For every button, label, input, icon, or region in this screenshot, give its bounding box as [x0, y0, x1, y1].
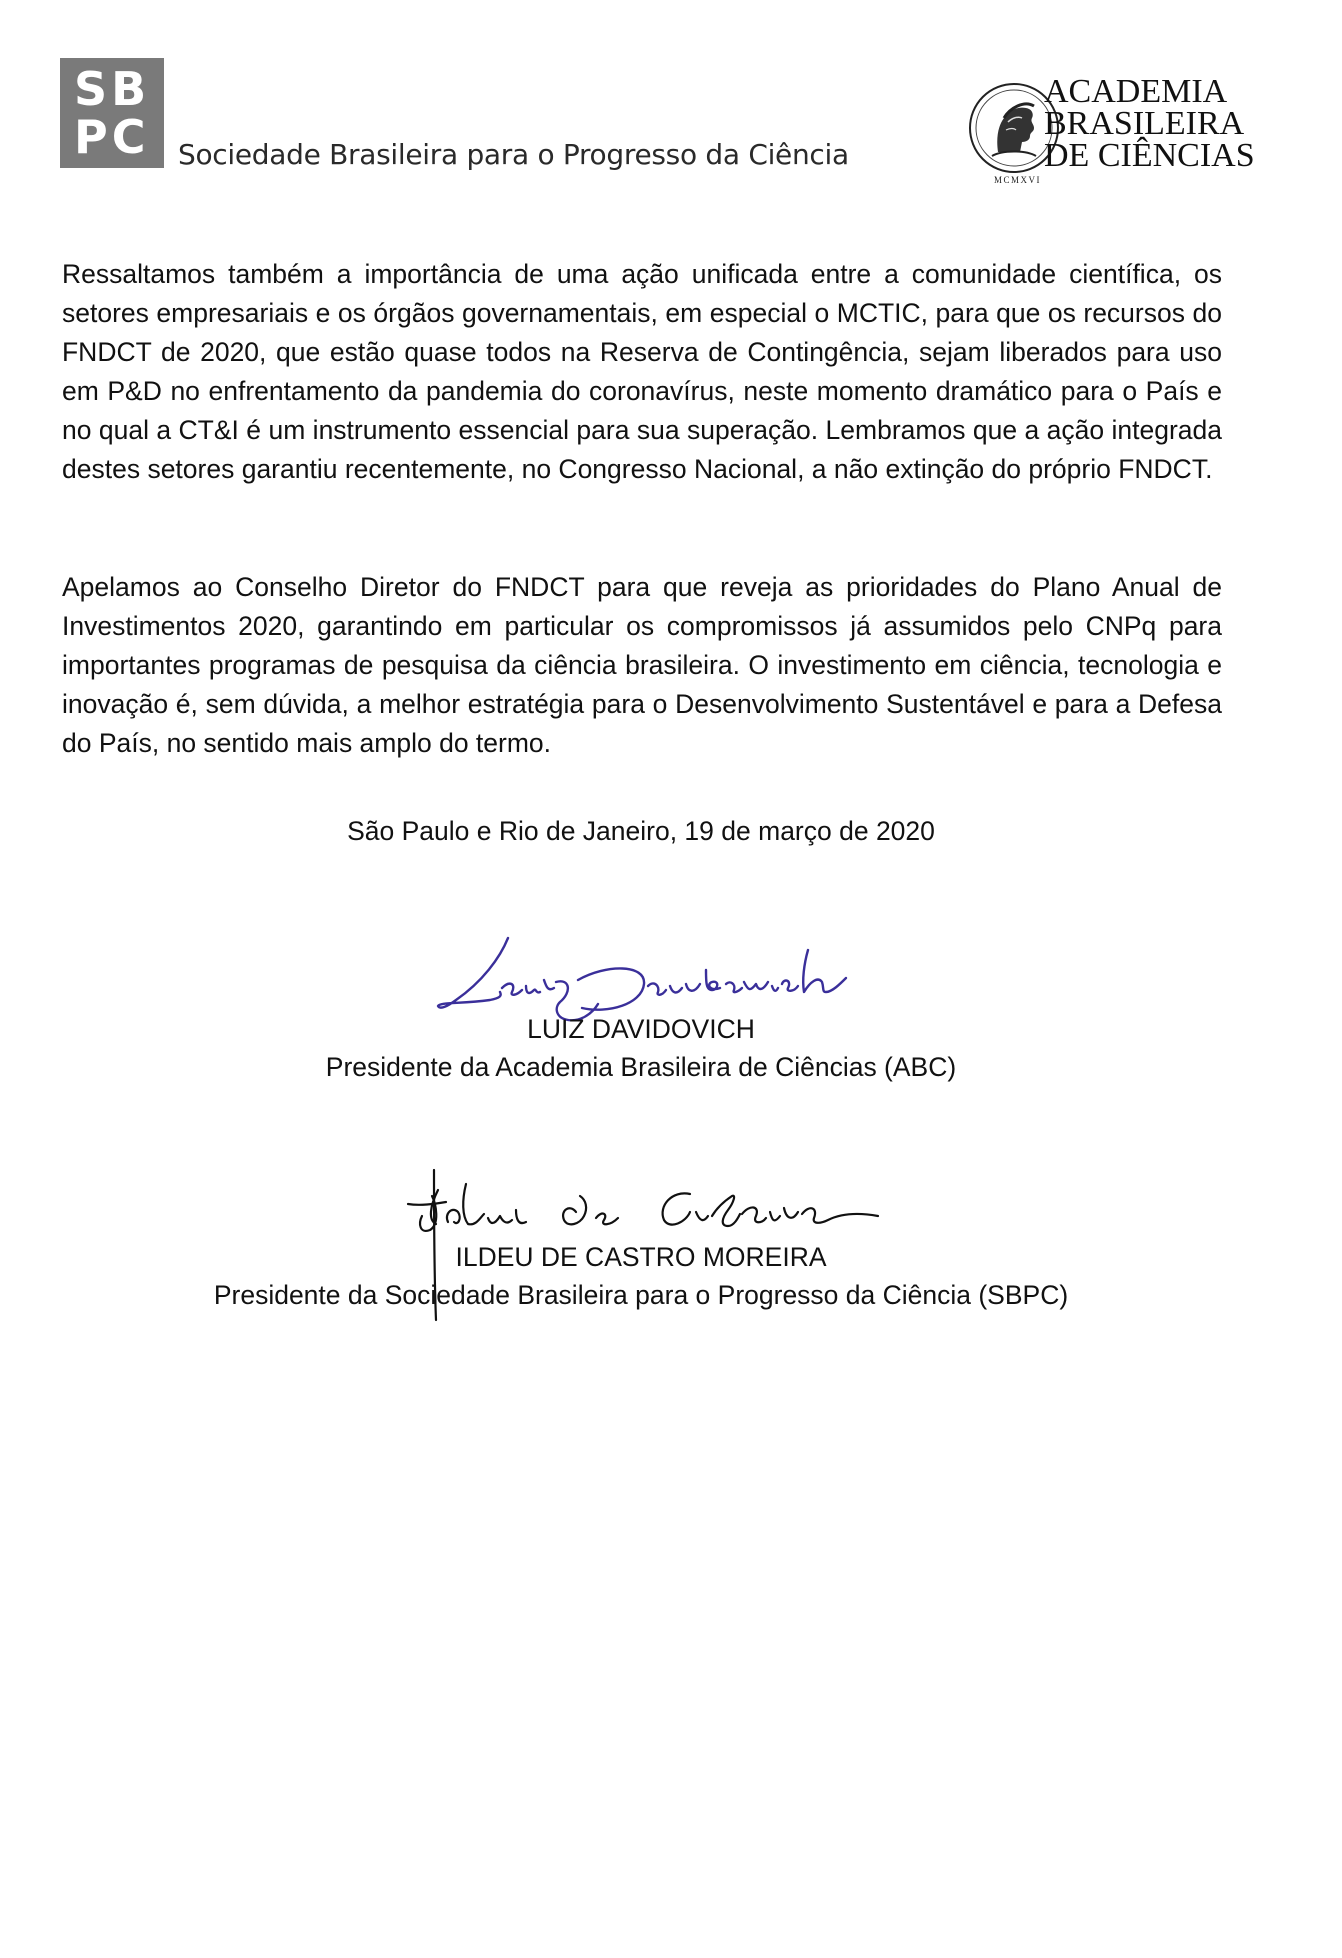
- sbpc-logo-line2: PC: [74, 110, 150, 164]
- abc-founding-year: MCMXVI: [994, 175, 1042, 185]
- abc-name-line2: BRASILEIRA: [1044, 105, 1245, 142]
- date-line: São Paulo e Rio de Janeiro, 19 de março de 2020: [347, 816, 935, 846]
- signer-2-name: ILDEU DE CASTRO MOREIRA: [455, 1242, 827, 1272]
- abc-name-line3: DE CIÊNCIAS: [1044, 137, 1255, 174]
- sbpc-logo-line1: SB: [74, 62, 151, 116]
- body-paragraph-2: Apelamos ao Conselho Diretor do FNDCT para que reveja as prioridades do Plano Anual de Investimentos 2020, garantindo em particular os compromissos já assumidos pelo CNPq para importantes programas de pesquisa da ciência brasileira. O investimento em ciência, tecnologia e inovação é, sem dúvida, a melhor estratégia para o Desenvolvimento Sustentável e para a Defesa do País, no sentido mais amplo do termo.: [62, 571, 1222, 758]
- signer-2-role: Presidente da Sociedade Brasileira para o Progresso da Ciência (SBPC): [213, 1280, 1069, 1310]
- body-paragraph-1: Ressaltamos também a importância de uma ação unificada entre a comunidade científica, os setores empresariais e os órgãos governamentais, em especial o MCTIC, para que os recursos do FNDCT de 2020, que estão quase todos na Reserva de Contingência, sejam liberados para uso em P&D no enfrentamento da pandemia do coronavírus, neste momento dramático para o País e no qual a CT&I é um instrumento essencial para sua superação. Lembramos que a ação integrada destes setores garantiu recentemente, no Congresso Nacional, a não extinção do próprio FNDCT.: [62, 258, 1222, 484]
- abc-logo: [964, 72, 1274, 190]
- signer-1-name: LUIZ DAVIDOVICH: [527, 1014, 755, 1044]
- abc-name-line1: ACADEMIA: [1044, 73, 1228, 110]
- abc-organization-name: [1044, 73, 1255, 174]
- sbpc-logo: [60, 58, 164, 168]
- sbpc-organization-name: Sociedade Brasileira para o Progresso da Ciência: [178, 138, 849, 171]
- signer-1-role: Presidente da Academia Brasileira de Ciências (ABC): [325, 1052, 957, 1082]
